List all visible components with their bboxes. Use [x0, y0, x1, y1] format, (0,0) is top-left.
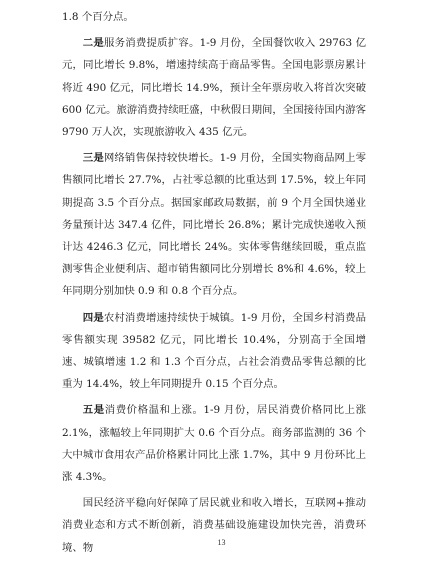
- paragraph-service-consumption: [62, 32, 366, 143]
- paragraph-text: 1.8 个百分点。: [62, 11, 134, 23]
- paragraph-consumer-prices: [62, 399, 366, 488]
- paragraph-text: 国民经济平稳向好保障了居民就业和收入增长，互联网+推动消费业态和方式不断创新，消费基础设施建设加快完善，消费环境、物: [62, 497, 366, 554]
- paragraph-lead: 二是: [82, 37, 105, 50]
- page-number: 13: [217, 538, 226, 547]
- body-text: [62, 6, 366, 563]
- paragraph-economy-summary: [62, 492, 366, 559]
- paragraph-text: 消费价格温和上涨。1-9 月份，居民消费价格同比上涨 2.1%，涨幅较上年同期扩大 0.6 个百分点。商务部监测的 36 个大中城市食用农产品价格累计同比上涨 1.7%，其中 9 月份环比上涨 4.3%。: [62, 404, 366, 484]
- paragraph-text: 服务消费提质扩容。1-9 月份，全国餐饮收入 29763 亿元，同比增长 9.8%，增速持续高于商品零售。全国电影票房累计将近 490 亿元，同比增长 14.9%，预计全年票房收入将首次突破 600 亿元。旅游消费持续旺盛，中秋假日期间，全国接待国内游客 9790 万人次，实现旅游收入 435 亿元。: [62, 37, 366, 139]
- paragraph-online-sales: [62, 147, 366, 302]
- paragraph-text: 网络销售保持较快增长。1-9 月份，全国实物商品网上零售额同比增长 27.7%，占社零总额的比重达到 17.5%，较上年同期提高 3.5 个百分点。据国家邮政局数据，前 9 个月全国快递业务量预计达 347.4 亿件，同比增长 26.8%；累计完成快递收入预计达 4246.3 亿元，同比增长 24%。实体零售继续回暖，重点监测零售企业便利店、超市销售额同比分别增长 8%和 4.6%，较上年同期分别加快 0.9 和 0.8 个百分点。: [62, 152, 366, 298]
- paragraph-rural-consumption: [62, 307, 366, 396]
- paragraph-continuation: [62, 6, 366, 28]
- paragraph-text: 农村消费增速持续快于城镇。1-9 月份，全国乡村消费品零售额实现 39582 亿元，同比增长 10.4%，分别高于全国增速、城镇增速 1.2 和 1.3 个百分点，占社会消费品零售总额的比重为 14.4%，较上年同期提升 0.15 个百分点。: [62, 311, 366, 391]
- paragraph-lead: 五是: [82, 404, 105, 417]
- paragraph-lead: 四是: [82, 311, 104, 324]
- paragraph-lead: 三是: [82, 152, 104, 165]
